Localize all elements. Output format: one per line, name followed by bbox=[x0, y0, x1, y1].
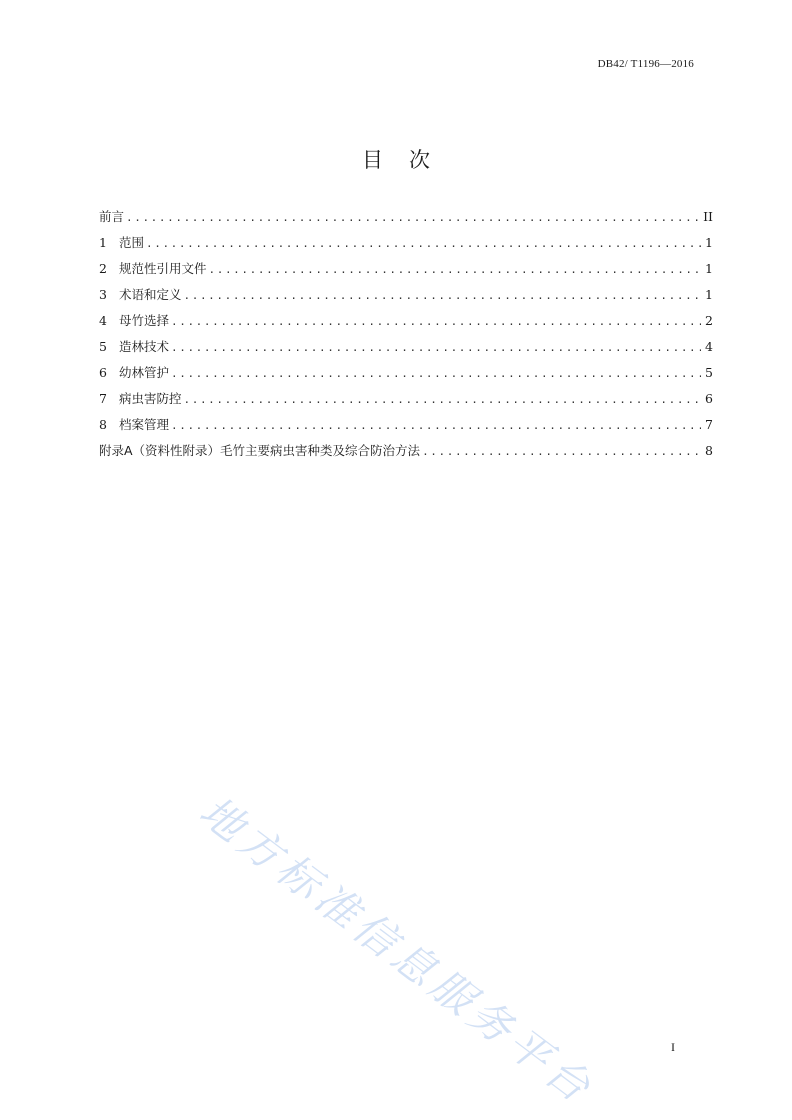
toc-entry-page: 1 bbox=[705, 287, 713, 302]
toc-entry-number: 1 bbox=[99, 235, 107, 250]
toc-entry-young-forest-care[interactable] bbox=[99, 363, 713, 389]
toc-entry-afforestation-technique[interactable] bbox=[99, 337, 713, 363]
toc-leader-dots bbox=[171, 419, 701, 432]
toc-entry-mother-bamboo-selection[interactable] bbox=[99, 311, 713, 337]
toc-entry-page: 6 bbox=[705, 391, 713, 406]
toc-entry-title: 幼林管护 bbox=[119, 365, 170, 380]
toc-entry-scope[interactable] bbox=[99, 233, 713, 259]
toc-entry-appendix-a[interactable] bbox=[99, 441, 713, 467]
toc-leader-dots bbox=[171, 341, 701, 354]
toc-entry-number: 2 bbox=[99, 261, 107, 276]
toc-entry-page: 5 bbox=[705, 365, 713, 380]
page-title-char-2: 次 bbox=[409, 148, 430, 172]
toc-entry-normative-references[interactable] bbox=[99, 259, 713, 285]
toc-leader-dots bbox=[171, 367, 701, 380]
toc-entry-title: 母竹选择 bbox=[119, 313, 170, 328]
toc-entry-pest-control[interactable] bbox=[99, 389, 713, 415]
toc-leader-dots bbox=[422, 445, 701, 458]
toc-entry-page: 7 bbox=[705, 417, 713, 432]
page-number: I bbox=[671, 1040, 675, 1054]
toc-leader-dots bbox=[171, 315, 701, 328]
toc-entry-title: 造林技术 bbox=[119, 339, 170, 354]
toc-entry-page: 4 bbox=[705, 339, 713, 354]
toc-leader-dots bbox=[184, 393, 701, 406]
page-title-char-1: 目 bbox=[362, 148, 383, 172]
toc-entry-foreword[interactable] bbox=[99, 207, 713, 233]
toc-leader-dots bbox=[126, 211, 699, 224]
toc-entry-title: 规范性引用文件 bbox=[119, 261, 207, 276]
toc-entry-number: 3 bbox=[99, 287, 107, 302]
toc-entry-page: 1 bbox=[705, 261, 713, 276]
toc-entry-number: 4 bbox=[99, 313, 107, 328]
toc-entry-page: II bbox=[703, 209, 713, 224]
toc-entry-title: 前言 bbox=[99, 209, 125, 224]
toc-entry-terms-definitions[interactable] bbox=[99, 285, 713, 311]
toc-entry-title: 档案管理 bbox=[119, 417, 170, 432]
toc-entry-number: 6 bbox=[99, 365, 107, 380]
table-of-contents bbox=[99, 207, 713, 467]
toc-entry-title: 术语和定义 bbox=[119, 287, 182, 302]
toc-entry-title: 病虫害防控 bbox=[119, 391, 182, 406]
toc-entry-page: 2 bbox=[705, 313, 713, 328]
toc-entry-number: 5 bbox=[99, 339, 107, 354]
toc-entry-records-management[interactable] bbox=[99, 415, 713, 441]
toc-entry-title: 范围 bbox=[119, 235, 145, 250]
toc-leader-dots bbox=[184, 289, 701, 302]
toc-entry-page: 8 bbox=[705, 443, 713, 458]
toc-entry-page: 1 bbox=[705, 235, 713, 250]
toc-leader-dots bbox=[146, 237, 701, 250]
toc-entry-number: 7 bbox=[99, 391, 107, 406]
page-title bbox=[0, 144, 792, 174]
toc-entry-number: 8 bbox=[99, 417, 107, 432]
toc-leader-dots bbox=[209, 263, 701, 276]
standard-code: DB42/ T1196—2016 bbox=[597, 58, 694, 70]
watermark-text: 地方标准信息服务平台 bbox=[190, 786, 604, 1115]
toc-entry-title: 附录A（资料性附录）毛竹主要病虫害种类及综合防治方法 bbox=[99, 443, 421, 458]
